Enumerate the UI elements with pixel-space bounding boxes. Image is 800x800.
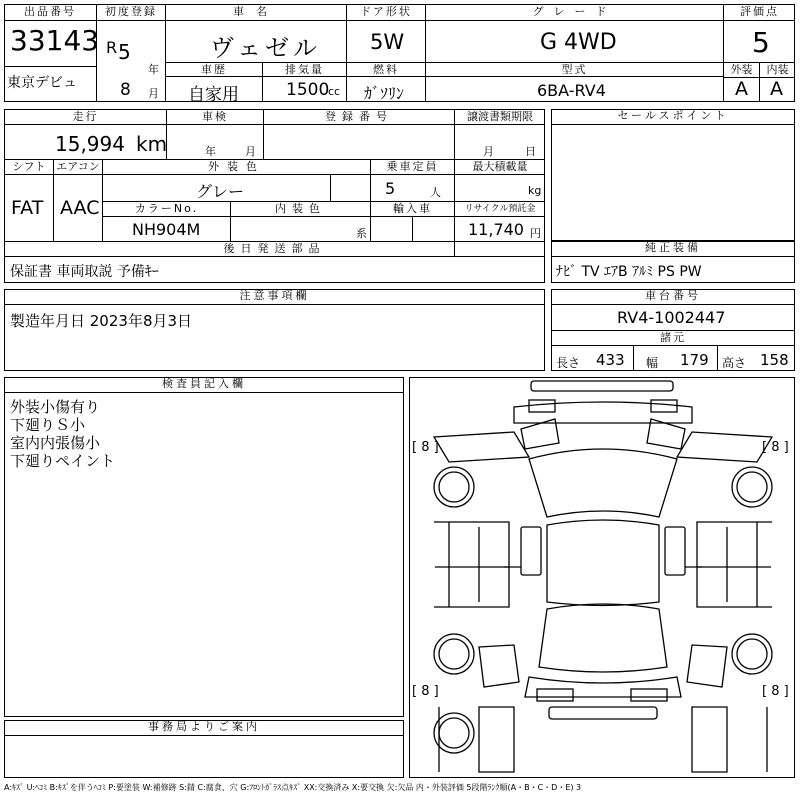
displacement-unit: cc	[328, 85, 341, 98]
score: 5	[752, 26, 770, 59]
month-unit: 月	[148, 87, 159, 100]
import-label: 輸入車	[393, 202, 432, 215]
displacement: 1500	[286, 80, 330, 100]
displacement-label: 排気量	[285, 63, 324, 76]
model-label: 型式	[561, 63, 588, 76]
fuel-label: 燃料	[373, 63, 399, 76]
equipment-value: ﾅﾋﾞ TV ｴｱB ｱﾙﾐ PS PW	[556, 264, 702, 280]
specs-label: 諸元	[660, 331, 686, 344]
shift: FAT	[11, 197, 44, 219]
inspector-line: 下廻りＳ小	[10, 416, 86, 434]
width-label: 幅	[646, 356, 659, 370]
legend-footer: A:ｷｽﾞ U:ﾍｺﾐ B:ｷｽﾞを伴うﾍｺﾐ P:要塗装 W:補修跡 S:錆 C:腐食、穴 G:ﾌﾛﾝﾄｶﾞﾗｽ点ｷｽﾞ XX:交換済み X:要交換 欠:欠品 内・外装評価 5段階ﾗﾝｸ順(A・B・C・D・E) 3	[4, 783, 582, 792]
door-type: 5W	[370, 30, 405, 54]
transfer-day-unit: 日	[525, 145, 536, 158]
first-reg-label: 初度登録	[105, 5, 157, 18]
interior-grade: A	[770, 78, 783, 100]
model: 6BA-RV4	[537, 81, 606, 100]
sales-point-label: セールスポイント	[551, 109, 795, 125]
max-load-unit: kg	[528, 184, 542, 197]
ac: AAC	[60, 197, 100, 219]
chassis-number: RV4-1002447	[617, 308, 726, 327]
capacity: 5	[385, 179, 396, 198]
notes-value: 製造年月日 2023年8月3日	[10, 312, 193, 330]
tire-bracket-rr: [ 8 ]	[762, 684, 789, 699]
tire-depth: 8	[421, 440, 430, 455]
lot-no-label: 出品番号	[24, 5, 76, 18]
year-unit: 年	[148, 63, 159, 76]
max-load-label: 最大積載量	[472, 160, 528, 173]
recycle-unit: 円	[530, 227, 541, 240]
recycle: 11,740	[468, 220, 524, 239]
height-value: 158	[760, 351, 789, 369]
interior-grade-label: 内装	[766, 63, 789, 76]
notes-label: 注意事項欄	[4, 289, 545, 305]
door-label: ドア形状	[360, 5, 412, 18]
capacity-label: 乗車定員	[386, 160, 439, 173]
exterior-grade: A	[735, 78, 748, 100]
tire-bracket-rl: [ 8 ]	[412, 684, 439, 699]
insp-year-unit: 年	[205, 145, 216, 158]
tire-depth: 8	[421, 684, 430, 699]
inspector-label: 検査員記入欄	[4, 377, 404, 393]
interior-color-unit: 系	[356, 227, 367, 240]
era: R	[106, 38, 118, 57]
office-label: 事務局よりご案内	[4, 720, 404, 736]
tire-bracket-fr: [ 8 ]	[762, 440, 789, 455]
transfer-label: 譲渡書類期限	[467, 110, 533, 123]
accessories-value: 保証書 車両取説 予備ｷｰ	[10, 264, 159, 280]
height-label: 高さ	[722, 356, 747, 370]
inspector-line: 外装小傷有り	[10, 398, 101, 416]
grade: G 4WD	[540, 30, 617, 55]
debut-label: 東京デビュ	[7, 75, 77, 91]
tire-depth: 8	[771, 684, 780, 699]
exterior-grade-label: 外装	[730, 63, 753, 76]
width-value: 179	[680, 351, 709, 369]
accessories-label: 後日発送部品	[223, 242, 326, 255]
inspection-label: 車検	[202, 110, 228, 123]
ac-label: エアコン	[56, 160, 100, 173]
lot-number: 33143	[10, 24, 100, 57]
mileage: 15,994	[55, 132, 125, 156]
mileage-label: 走行	[72, 110, 99, 123]
car-outline-diagram	[409, 377, 795, 778]
mileage-unit: km	[136, 132, 168, 156]
color-no: NH904M	[132, 220, 201, 239]
chassis-label: 車台番号	[551, 289, 795, 305]
sales-point-box	[551, 109, 795, 241]
car-name: ヴェゼル	[210, 34, 322, 62]
tire-depth: 8	[771, 440, 780, 455]
history-label: 車歴	[201, 63, 227, 76]
tire-bracket-fl: [ 8 ]	[412, 440, 439, 455]
reg-year: 5	[118, 40, 131, 64]
score-label: 評価点	[740, 5, 779, 18]
shift-label: シフト	[12, 160, 46, 173]
fuel: ｶﾞｿﾘﾝ	[364, 84, 405, 103]
history: 自家用	[188, 85, 239, 105]
length-value: 433	[596, 351, 625, 369]
inspector-line: 下廻りペイント	[10, 452, 116, 470]
color-no-label: カラーNo.	[134, 202, 199, 215]
interior-color-label: 内装色	[275, 202, 326, 215]
recycle-label: リサイクル預託金	[464, 204, 536, 214]
insp-month-unit: 月	[245, 145, 256, 158]
capacity-unit: 人	[430, 186, 441, 199]
reg-no-label: 登録番号	[325, 110, 393, 123]
transfer-month-unit: 月	[483, 145, 494, 158]
length-label: 長さ	[556, 356, 581, 370]
inspector-line: 室内内張傷小	[10, 434, 101, 452]
exterior-color-label: 外装色	[208, 160, 265, 173]
car-name-label: 車名	[233, 5, 279, 18]
reg-month: 8	[120, 80, 131, 100]
exterior-color: グレー	[196, 182, 245, 201]
equipment-label: 純正装備	[551, 241, 795, 257]
grade-label: グレード	[532, 5, 617, 18]
